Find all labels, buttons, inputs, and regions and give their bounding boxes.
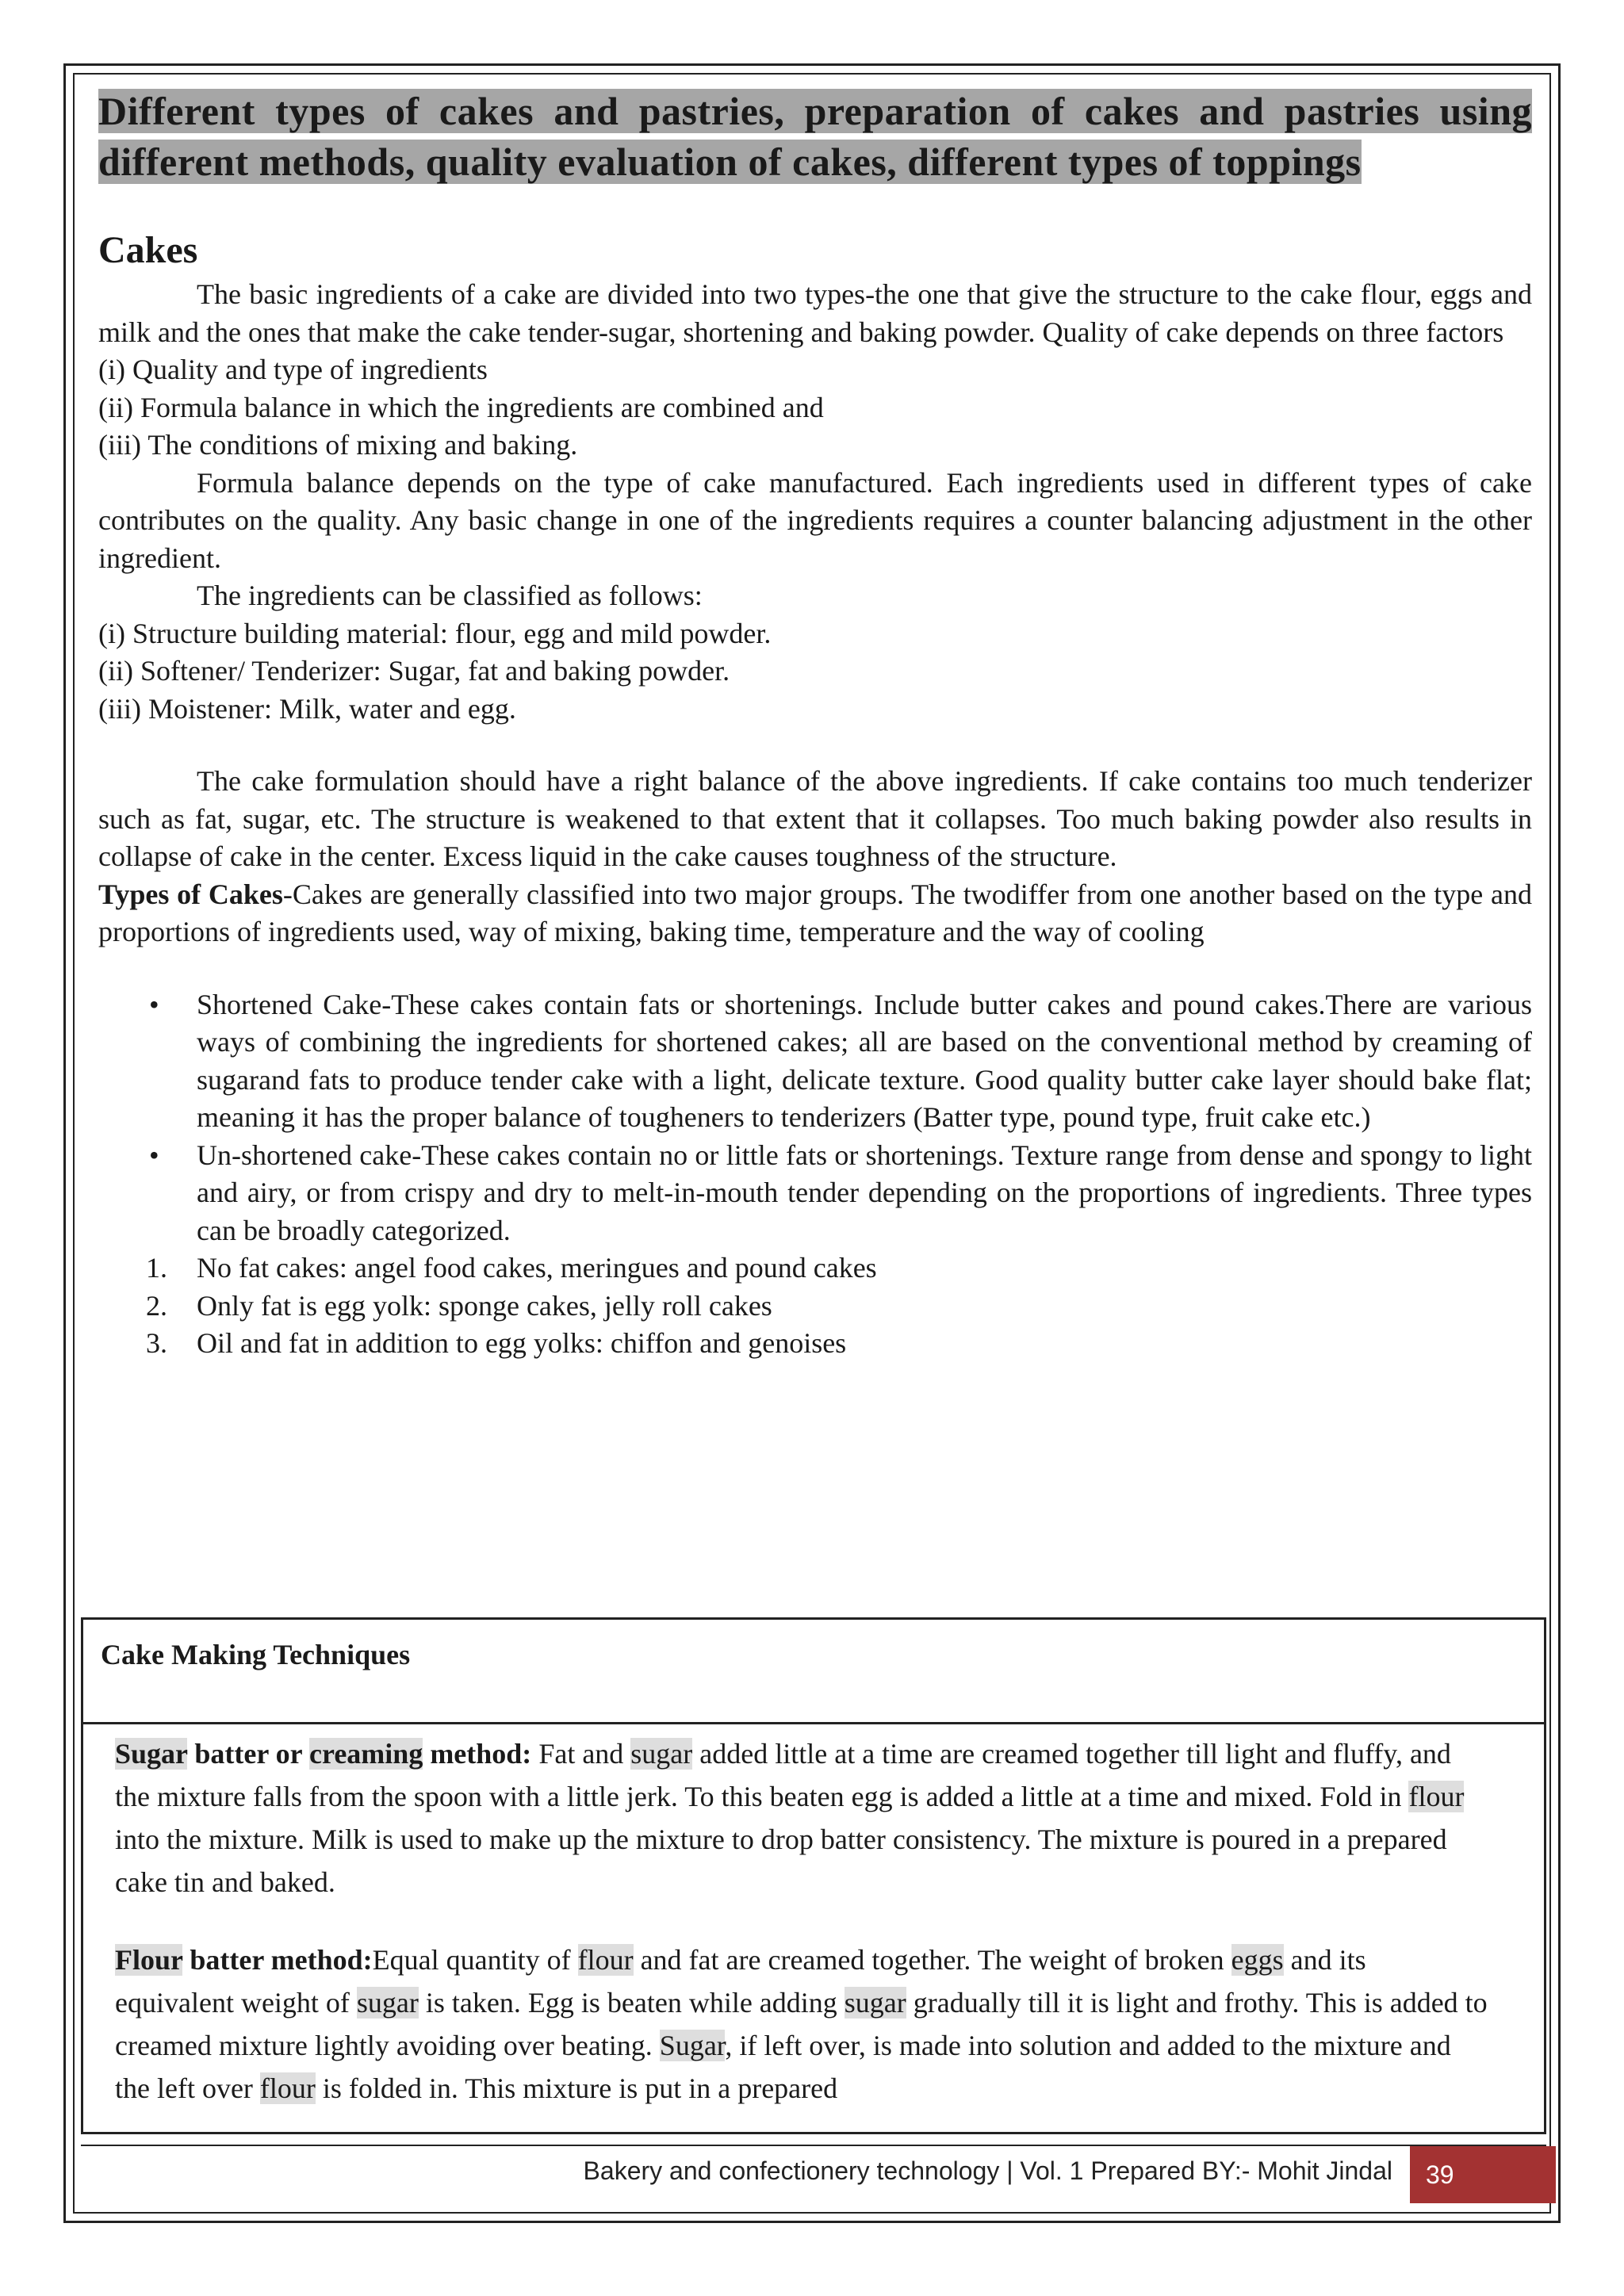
page-content	[98, 86, 1532, 1363]
techniques-header: Cake Making Techniques	[83, 1620, 1544, 1724]
sugar-batter-title: Sugar batter or creaming method:	[115, 1738, 532, 1770]
item-number: 2.	[146, 1289, 167, 1322]
techniques-box	[81, 1617, 1546, 2134]
list-item	[98, 1137, 1532, 1250]
highlighted-word: flour	[259, 2072, 316, 2104]
page-number: 39	[1410, 2146, 1556, 2203]
class-item: (iii) Moistener: Milk, water and egg.	[98, 692, 516, 725]
factor-item: (ii) Formula balance in which the ingredients are combined and	[98, 391, 824, 423]
class-item: (ii) Softener/ Tenderizer: Sugar, fat and baking powder.	[98, 655, 730, 687]
unshortened-categories	[98, 1249, 1532, 1363]
section-heading: Cakes	[98, 229, 198, 271]
classified-intro: The ingredients can be classified as follows:	[197, 580, 703, 611]
class-item: (i) Structure building material: flour, egg and mild powder.	[98, 617, 772, 649]
flour-batter-paragraph: Flour batter method:Equal quantity of flour and fat are creamed together. The weight of broken eggs and its equivalent weight of sugar is taken. Egg is beaten while adding sugar gradually till it is light and frothy. This is added to creamed mixture lightly avoiding over beating. Sugar, if left over, is made into solution and added to the mixture and the left over flour is folded in. This mixture is put in a prepared	[115, 1944, 1488, 2104]
item-number: 3.	[146, 1327, 167, 1359]
types-text: -Cakes are generally classified into two major groups. The twodiffer from one another based on the type and proportions of ingredients used, way of mixing, baking time, temperature and the way of cooling	[98, 878, 1532, 947]
list-item-text: Shortened Cake-These cakes contain fats or shortenings. Include butter cakes and pound cakes.There are various ways of combining the ingredients for shortened cakes; all are based on the conventional method by creaming of sugarand fats to produce tender cake with a light, delicate texture. Good quality butter cake layer should bake flat; meaning it has the proper balance of tougheners to tenderizers (Batter type, pound type, fruit cake etc.)	[197, 988, 1532, 1133]
page-title	[98, 86, 1532, 187]
highlighted-word: sugar	[630, 1738, 693, 1770]
types-paragraph	[98, 876, 1532, 951]
item-text: Only fat is egg yolk: sponge cakes, jelly roll cakes	[197, 1289, 772, 1322]
highlighted-word: Flour	[115, 1944, 183, 1976]
highlighted-word: flour	[577, 1944, 634, 1976]
page-title-text: Different types of cakes and pastries, preparation of cakes and pastries using different methods, quality evaluation of cakes, different types of toppings	[98, 89, 1532, 184]
flour-batter-title: Flour batter method:	[115, 1944, 373, 1976]
formula-paragraph: Formula balance depends on the type of cake manufactured. Each ingredients used in different types of cake contributes on the quality. Any basic change in one of the ingredients requires a counter balancing adjustment in the other ingredient.	[98, 466, 1532, 574]
numbered-item	[98, 1288, 1532, 1326]
highlighted-word: flour	[1408, 1781, 1465, 1812]
highlighted-word: Sugar	[115, 1738, 188, 1770]
intro-paragraph: The basic ingredients of a cake are divided into two types-the one that give the structure to the cake flour, eggs and milk and the ones that make the cake tender-sugar, shortening and baking powder. Quality of cake depends on three factors	[98, 278, 1532, 348]
highlighted-word: creaming	[309, 1738, 423, 1770]
highlighted-word: sugar	[844, 1987, 906, 2019]
numbered-item	[98, 1325, 1532, 1363]
footer-divider	[81, 2145, 1546, 2146]
list-item	[98, 986, 1532, 1137]
bullet-icon: •	[149, 988, 159, 1020]
numbered-item	[98, 1249, 1532, 1288]
highlighted-word: Sugar	[659, 2030, 726, 2061]
cake-type-list	[98, 986, 1532, 1250]
bullet-icon: •	[149, 1138, 159, 1171]
item-text: No fat cakes: angel food cakes, meringues and pound cakes	[197, 1252, 877, 1284]
formulation-paragraph: The cake formulation should have a right balance of the above ingredients. If cake contains too much tenderizer such as fat, sugar, etc. The structure is weakened to that extent that it collapses. Too much baking powder also results in collapse of cake in the center. Excess liquid in the cake causes toughness of the structure.	[98, 765, 1532, 872]
highlighted-word: sugar	[356, 1987, 419, 2019]
factor-item: (i) Quality and type of ingredients	[98, 354, 488, 385]
sugar-batter-paragraph: Sugar batter or creaming method: Fat and sugar added little at a time are creamed together till light and fluffy, and the mixture falls from the spoon with a little jerk. To this beaten egg is added a little at a time and mixed. Fold in flour into the mixture. Milk is used to make up the mixture to drop batter consistency. The mixture is poured in a prepared cake tin and baked.	[115, 1738, 1465, 1898]
item-number: 1.	[146, 1252, 167, 1284]
techniques-body	[83, 1724, 1544, 2110]
highlighted-word: eggs	[1231, 1944, 1284, 1976]
footer-text: Bakery and confectionery technology | Vol. 1 Prepared BY:- Mohit Jindal	[583, 2156, 1392, 2185]
types-label: Types of Cakes	[98, 878, 283, 910]
list-item-text: Un-shortened cake-These cakes contain no or little fats or shortenings. Texture range from dense and spongy to light and airy, or from crispy and dry to melt-in-mouth tender depending on the proportions of ingredients. Three types can be broadly categorized.	[197, 1138, 1532, 1246]
factor-item: (iii) The conditions of mixing and baking.	[98, 429, 578, 461]
item-text: Oil and fat in addition to egg yolks: chiffon and genoises	[197, 1327, 847, 1359]
